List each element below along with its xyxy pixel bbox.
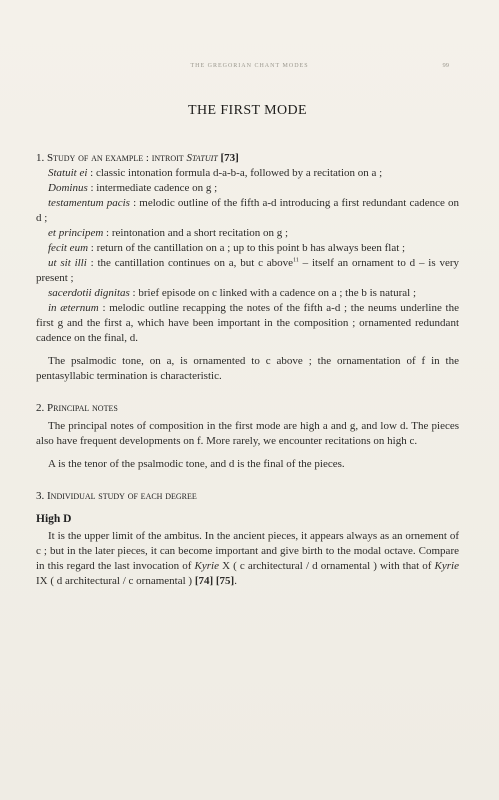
principal-notes-paragraph: The principal notes of composition in the first mode are high a and g, and low d. The pieces also have frequent developments on f. More rarely, we encounter recitations on high c. (36, 420, 459, 447)
high-d-subheading: High D (36, 513, 72, 525)
psalmodic-tone-paragraph: The psalmodic tone, on a, is ornamented to c above ; the ornamentation of f in the pentasyllabic termination is characteristic. (36, 355, 459, 382)
analysis-item: testamentum pacis : melodic outline of the fifth a-d introducing a first redundant cadence on d ; (36, 197, 459, 224)
section-1-heading: 1. Study of an example : introit Statuit [73] (36, 152, 239, 164)
analysis-item: in æternum : melodic outline recapping the notes of the fifth a-d ; the neums underline the first g and the first a, which have been important in the composition ; ornamented redundant cadence on the final, d. (36, 302, 459, 344)
example-references: [74] [75] (194, 575, 235, 587)
analysis-item: sacerdotii dignitas : brief episode on c linked with a cadence on a ; the b is natural ; (48, 287, 417, 299)
high-d-paragraph: It is the upper limit of the ambitus. In the ancient pieces, it appears always as an ornement of c ; but in the later pieces, it can become important and give birth to the modal octave. Compare in this regard the last invocation of Kyrie X ( c architectural / d ornamental ) with that of Kyrie IX ( d architectural / c ornamental ) [74] [75]. (36, 530, 459, 587)
analysis-list (36, 166, 459, 346)
page-content (36, 103, 459, 589)
chapter-title: THE FIRST MODE (188, 103, 307, 118)
section-3-heading: 3. Individual study of each degree (36, 490, 197, 502)
analysis-item: Statuit ei : classic intonation formula d-a-b-a, followed by a recitation on a ; (48, 167, 383, 179)
analysis-item: Dominus : intermediate cadence on g ; (48, 182, 218, 194)
section-2-heading: 2. Principal notes (36, 402, 118, 414)
tenor-final-paragraph: A is the tenor of the psalmodic tone, and d is the final of the pieces. (48, 458, 345, 470)
running-head: THE GREGORIAN CHANT MODES (190, 63, 309, 69)
analysis-item: ut sit illi : the cantillation continues on a, but c above$^{11}$ – itself an ornament to d – is very present ; (36, 257, 459, 284)
page-number: 99 (442, 62, 449, 69)
analysis-item: et principem : reintonation and a short recitation on g ; (48, 227, 289, 239)
footnote-marker: 11 (293, 257, 299, 264)
analysis-item: fecit eum : return of the cantillation on a ; up to this point b has always been flat ; (48, 242, 406, 254)
